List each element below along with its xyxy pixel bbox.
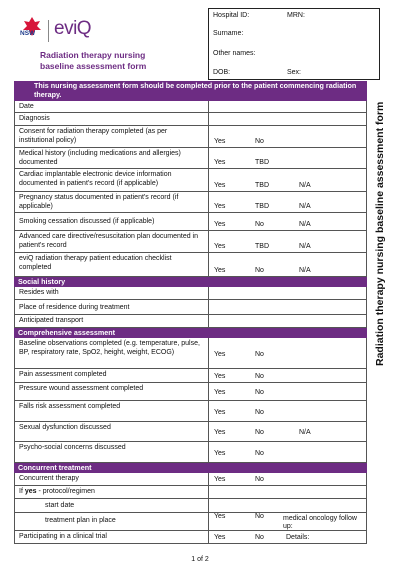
yes-option[interactable]: Yes: [214, 267, 226, 274]
yes-option[interactable]: Yes: [214, 350, 226, 358]
logo-area: [14, 8, 208, 80]
row-question: Pain assessment completed: [19, 371, 107, 378]
social-history-heading: Social history: [14, 277, 367, 287]
no-option[interactable]: TBD: [255, 243, 269, 250]
comprehensive-heading: Comprehensive assessment: [14, 328, 367, 338]
concurrent-therapy-row[interactable]: [14, 473, 367, 486]
yes-option[interactable]: Yes: [214, 513, 226, 520]
no-option[interactable]: TBD: [255, 159, 269, 166]
assessment-row[interactable]: [14, 213, 367, 231]
yes-option[interactable]: Yes: [214, 203, 226, 210]
instruction-banner: This nursing assessment form should be completed prior to the patient commencing radiation therapy.: [14, 81, 367, 101]
row-question: Advanced care directive/resuscitation plan documented in patient's record: [19, 233, 198, 249]
eviq-logo: eviQ: [54, 18, 92, 39]
no-option[interactable]: No: [255, 429, 264, 436]
hospital-id-field[interactable]: Hospital ID:: [213, 12, 250, 19]
assessment-row[interactable]: [14, 126, 367, 148]
assessment-row[interactable]: [14, 369, 367, 383]
social-row[interactable]: [14, 287, 367, 300]
row-question: eviQ radiation therapy patient education checklist completed: [19, 255, 172, 271]
row-question: Baseline observations completed (e.g. temperature, pulse, BP, respiratory rate, SpO2, height, weight, ECOG): [19, 340, 200, 356]
assessment-row[interactable]: [14, 422, 367, 442]
na-option[interactable]: N/A: [299, 182, 311, 189]
row-question: Consent for radiation therapy completed (as per institutional policy): [19, 128, 168, 144]
na-option[interactable]: N/A: [299, 221, 311, 228]
assessment-row[interactable]: [14, 442, 367, 463]
social-row[interactable]: [14, 315, 367, 328]
row-question: start date: [45, 502, 75, 509]
assessment-row[interactable]: [14, 401, 367, 422]
no-option[interactable]: No: [255, 350, 264, 358]
assessment-row[interactable]: [14, 383, 367, 401]
protocol-bold: yes: [24, 488, 37, 495]
form-title-line1: Radiation therapy nursing: [40, 50, 146, 60]
yes-option[interactable]: Yes: [214, 389, 226, 396]
row-question: treatment plan in place: [45, 517, 116, 524]
row-question: Pressure wound assessment completed: [19, 385, 144, 392]
no-option[interactable]: No: [255, 138, 264, 145]
sex-field[interactable]: Sex:: [287, 69, 302, 76]
no-option[interactable]: No: [255, 267, 264, 274]
no-option[interactable]: No: [255, 408, 264, 416]
assessment-row[interactable]: [14, 192, 367, 213]
yes-option[interactable]: Yes: [214, 159, 226, 166]
yes-option[interactable]: Yes: [214, 476, 226, 483]
row-question: Cardiac implantable electronic device information documented in patient's record (if applicable): [19, 171, 172, 187]
protocol-row[interactable]: [14, 486, 367, 499]
no-option[interactable]: No: [255, 221, 264, 228]
row-question: If yes - protocol/regimen: [19, 488, 95, 495]
row-question: Pregnancy status documented in patient's record (if applicable): [19, 194, 179, 210]
dob-field[interactable]: DOB:: [213, 69, 231, 76]
assessment-row[interactable]: [14, 113, 367, 126]
mrn-field[interactable]: MRN:: [287, 12, 305, 19]
no-option[interactable]: No: [255, 476, 264, 483]
assessment-row[interactable]: [14, 338, 367, 369]
yes-option[interactable]: Yes: [214, 182, 226, 189]
assessment-row[interactable]: [14, 169, 367, 192]
form-title: [40, 50, 146, 72]
row-question: Anticipated transport: [19, 317, 84, 324]
page-number: 1 of 2: [191, 556, 209, 563]
yes-option[interactable]: Yes: [214, 243, 226, 250]
form-title-line2: baseline assessment form: [40, 61, 147, 71]
yes-option[interactable]: Yes: [214, 449, 226, 457]
na-option[interactable]: N/A: [299, 203, 311, 210]
yes-option[interactable]: Yes: [214, 221, 226, 228]
yes-option[interactable]: Yes: [214, 373, 226, 380]
na-option[interactable]: N/A: [299, 429, 311, 436]
start-date-row[interactable]: [14, 499, 367, 513]
clinical-trial-row[interactable]: [14, 531, 367, 544]
other-names-field[interactable]: Other names:: [213, 50, 256, 57]
row-question: Concurrent therapy: [19, 475, 79, 482]
yes-option[interactable]: Yes: [214, 429, 226, 436]
row-question: Date: [19, 103, 34, 110]
treatment-plan-row[interactable]: [14, 513, 367, 531]
row-question: Psycho-social concerns discussed: [19, 444, 126, 451]
no-option[interactable]: TBD: [255, 182, 269, 189]
patient-details-box: [208, 8, 380, 80]
yes-option[interactable]: Yes: [214, 534, 226, 541]
surname-field[interactable]: Surname:: [213, 30, 244, 37]
yes-option[interactable]: Yes: [214, 408, 226, 416]
row-question: Participating in a clinical trial: [19, 533, 107, 540]
na-option[interactable]: N/A: [299, 243, 311, 250]
row-question: Place of residence during treatment: [19, 304, 130, 311]
nsw-label: NSW: [20, 30, 36, 37]
no-option[interactable]: TBD: [255, 203, 269, 210]
details-field[interactable]: Details:: [286, 534, 310, 541]
social-row[interactable]: [14, 300, 367, 315]
row-question: Diagnosis: [19, 115, 50, 122]
concurrent-heading: Concurrent treatment: [14, 463, 367, 473]
row-question: Resides with: [19, 289, 59, 296]
row-question: Smoking cessation discussed (if applicable): [19, 218, 155, 225]
no-option[interactable]: No: [255, 449, 264, 457]
row-question: Medical history (including medications and allergies) documented: [19, 150, 181, 166]
logo-divider: [48, 20, 49, 42]
assessment-row[interactable]: [14, 148, 367, 169]
form-header: [14, 8, 366, 80]
assessment-row[interactable]: [14, 231, 367, 253]
no-option[interactable]: No: [255, 389, 264, 396]
oncology-followup[interactable]: medical oncology follow up:: [283, 515, 357, 530]
no-option[interactable]: No: [255, 513, 264, 520]
assessment-row[interactable]: [14, 101, 367, 113]
yes-option[interactable]: Yes: [214, 138, 226, 145]
na-option[interactable]: N/A: [299, 267, 311, 274]
row-question: Sexual dysfunction discussed: [19, 424, 111, 431]
row-question: Falls risk assessment completed: [19, 403, 121, 410]
no-option[interactable]: No: [255, 534, 264, 541]
assessment-row[interactable]: [14, 253, 367, 277]
no-option[interactable]: No: [255, 373, 264, 380]
